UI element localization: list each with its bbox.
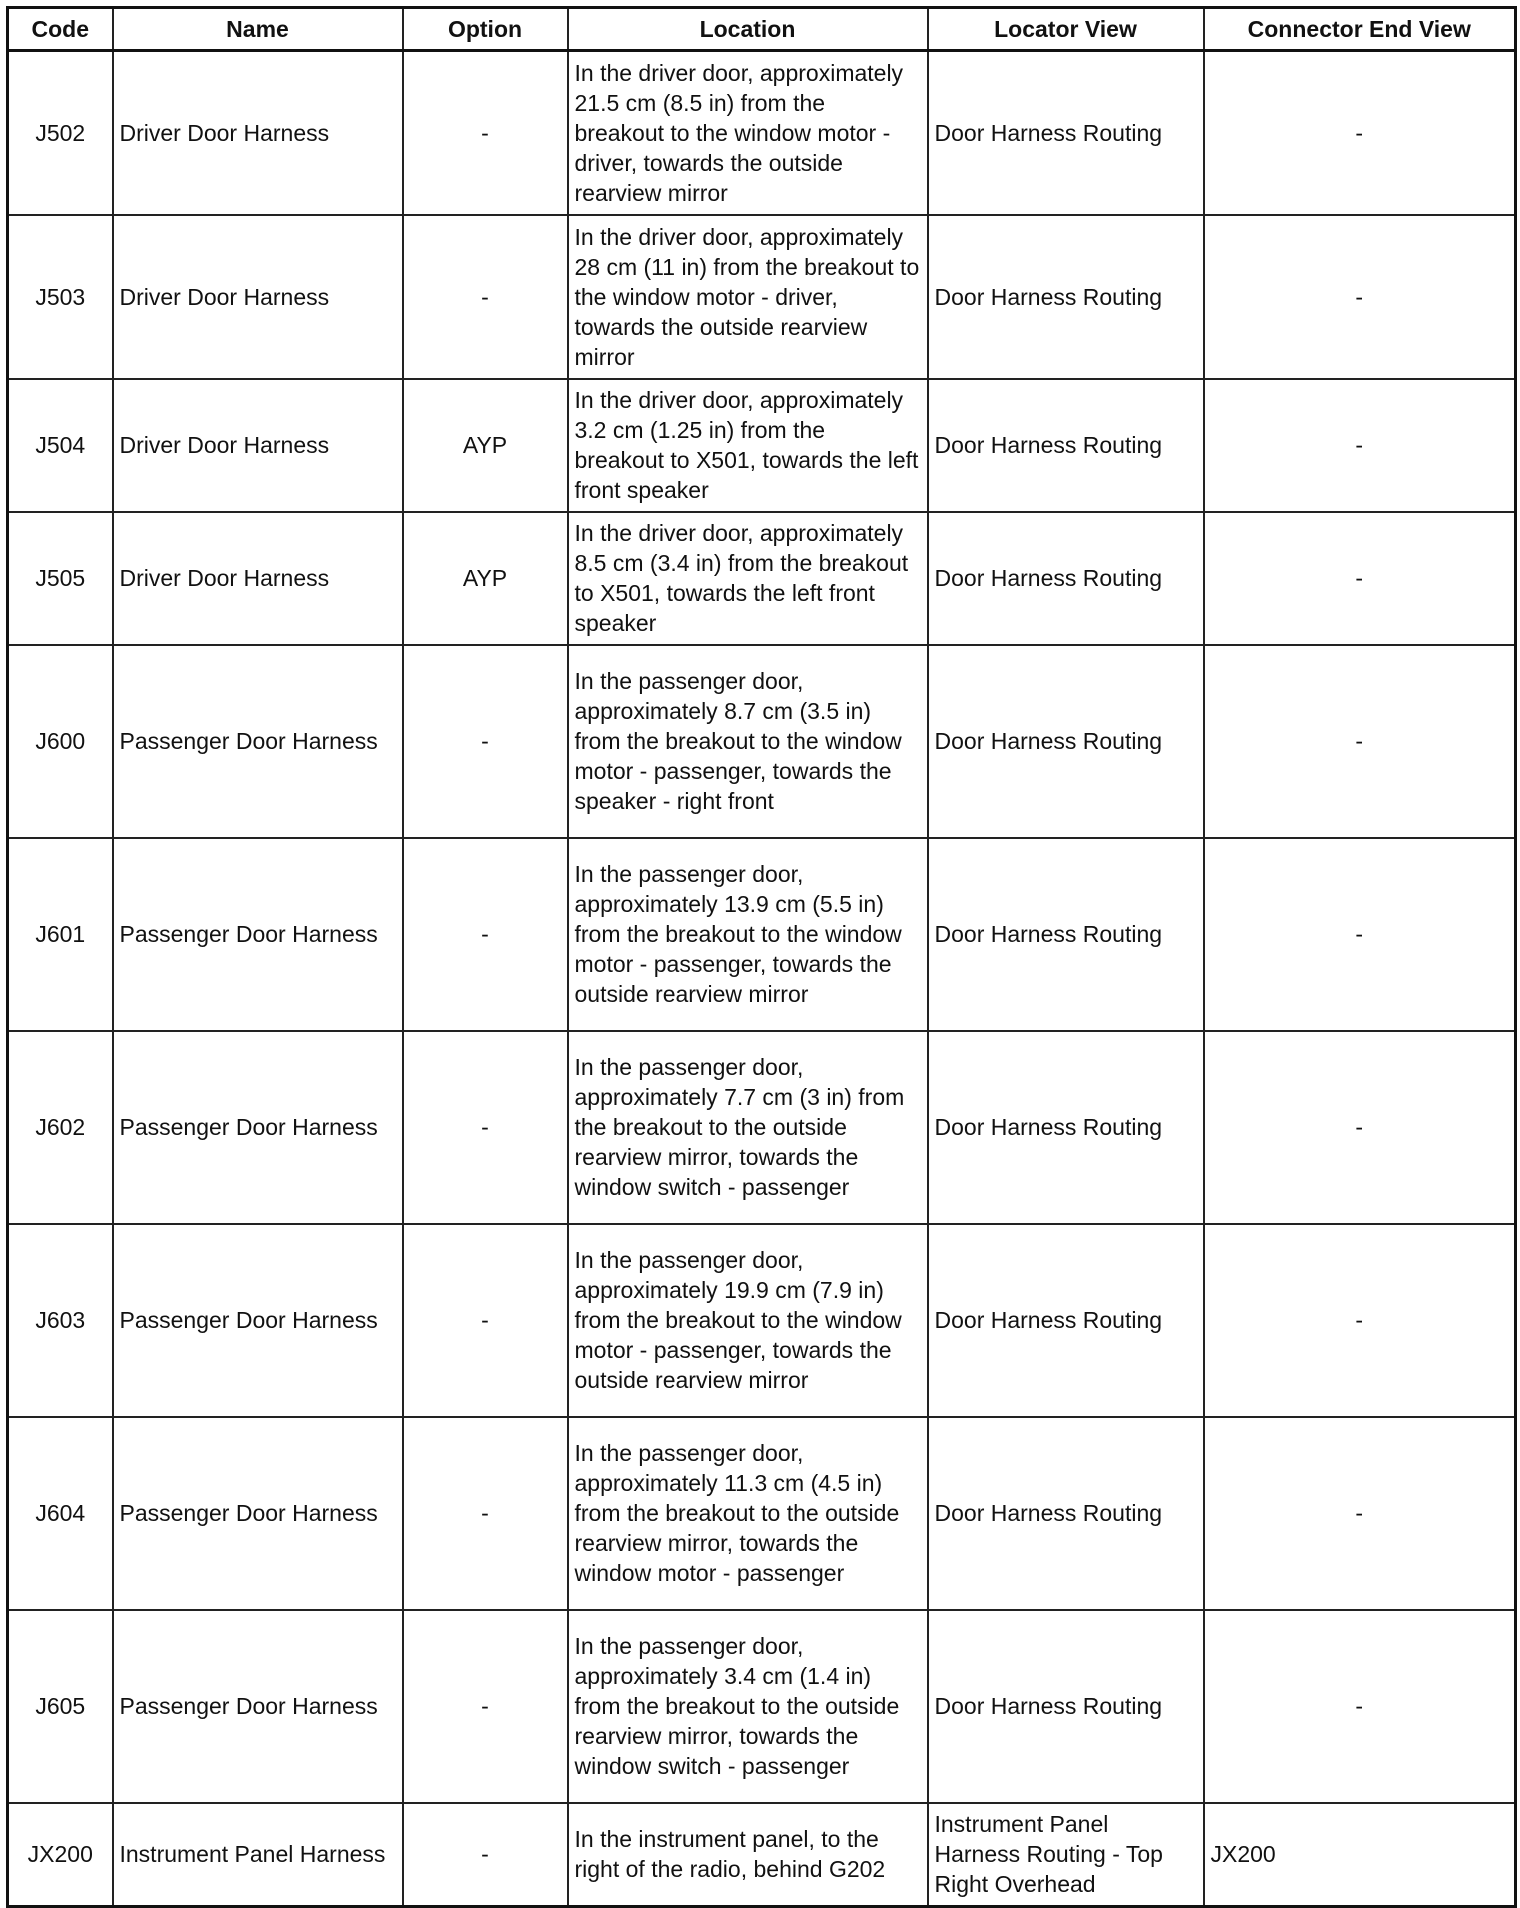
cell-locator-view: Door Harness Routing [928,1417,1204,1610]
cell-name: Passenger Door Harness [113,1610,403,1803]
table-row [8,1803,1516,1907]
table-row [8,645,1516,838]
cell-name: Passenger Door Harness [113,1417,403,1610]
cell-code: J602 [8,1031,113,1224]
cell-connector-end-view: - [1204,512,1516,645]
table-row [8,1031,1516,1224]
cell-option: - [403,1224,568,1417]
cell-code: J601 [8,838,113,1031]
table-row [8,51,1516,215]
table-row [8,1417,1516,1610]
cell-option: - [403,838,568,1031]
cell-code: J502 [8,51,113,215]
table-row [8,1610,1516,1803]
connector-table [6,6,1517,1908]
cell-name: Passenger Door Harness [113,645,403,838]
cell-name: Passenger Door Harness [113,1031,403,1224]
cell-locator-view: Door Harness Routing [928,512,1204,645]
cell-location: In the passenger door, approximately 8.7 cm (3.5 in) from the breakout to the window motor - passenger, towards the speaker - right front [568,645,928,838]
cell-option: - [403,1417,568,1610]
cell-location: In the passenger door, approximately 19.9 cm (7.9 in) from the breakout to the window motor - passenger, towards the outside rearview mirror [568,1224,928,1417]
table-row [8,512,1516,645]
header-code: Code [8,8,113,51]
cell-code: J505 [8,512,113,645]
cell-locator-view: Door Harness Routing [928,51,1204,215]
cell-locator-view: Door Harness Routing [928,1031,1204,1224]
cell-locator-view: Instrument Panel Harness Routing - Top Right Overhead [928,1803,1204,1907]
cell-connector-end-view: - [1204,1610,1516,1803]
cell-code: J503 [8,215,113,379]
header-connector-end-view: Connector End View [1204,8,1516,51]
cell-locator-view: Door Harness Routing [928,379,1204,512]
cell-location: In the driver door, approximately 21.5 cm (8.5 in) from the breakout to the window motor - driver, towards the outside rearview mirror [568,51,928,215]
cell-option: - [403,1610,568,1803]
table-row [8,215,1516,379]
table-header-row [8,8,1516,51]
cell-connector-end-view: - [1204,1417,1516,1610]
cell-location: In the driver door, approximately 8.5 cm (3.4 in) from the breakout to X501, towards the left front speaker [568,512,928,645]
cell-locator-view: Door Harness Routing [928,838,1204,1031]
cell-connector-end-view: - [1204,645,1516,838]
cell-location: In the passenger door, approximately 7.7 cm (3 in) from the breakout to the outside rearview mirror, towards the window switch - passenger [568,1031,928,1224]
cell-connector-end-view: - [1204,1031,1516,1224]
cell-option: - [403,645,568,838]
cell-connector-end-view: - [1204,51,1516,215]
cell-location: In the driver door, approximately 3.2 cm (1.25 in) from the breakout to X501, towards the left front speaker [568,379,928,512]
cell-code: J504 [8,379,113,512]
header-option: Option [403,8,568,51]
cell-option: AYP [403,379,568,512]
cell-location: In the passenger door, approximately 3.4 cm (1.4 in) from the breakout to the outside rearview mirror, towards the window switch - passenger [568,1610,928,1803]
table-row [8,379,1516,512]
cell-location: In the driver door, approximately 28 cm (11 in) from the breakout to the window motor - driver, towards the outside rearview mirror [568,215,928,379]
cell-option: - [403,1031,568,1224]
cell-code: JX200 [8,1803,113,1907]
cell-option: AYP [403,512,568,645]
cell-code: J605 [8,1610,113,1803]
cell-name: Driver Door Harness [113,51,403,215]
cell-location: In the instrument panel, to the right of the radio, behind G202 [568,1803,928,1907]
cell-locator-view: Door Harness Routing [928,1610,1204,1803]
cell-location: In the passenger door, approximately 11.3 cm (4.5 in) from the breakout to the outside rearview mirror, towards the window motor - passenger [568,1417,928,1610]
cell-location: In the passenger door, approximately 13.9 cm (5.5 in) from the breakout to the window motor - passenger, towards the outside rearview mirror [568,838,928,1031]
header-location: Location [568,8,928,51]
cell-connector-end-view: - [1204,379,1516,512]
cell-connector-end-view: - [1204,215,1516,379]
cell-option: - [403,1803,568,1907]
cell-name: Driver Door Harness [113,215,403,379]
header-locator-view: Locator View [928,8,1204,51]
cell-name: Driver Door Harness [113,379,403,512]
table-row [8,1224,1516,1417]
cell-name: Passenger Door Harness [113,1224,403,1417]
cell-code: J604 [8,1417,113,1610]
cell-name: Driver Door Harness [113,512,403,645]
table-row [8,838,1516,1031]
header-name: Name [113,8,403,51]
cell-locator-view: Door Harness Routing [928,1224,1204,1417]
cell-option: - [403,215,568,379]
cell-code: J603 [8,1224,113,1417]
cell-connector-end-view: - [1204,838,1516,1031]
cell-locator-view: Door Harness Routing [928,215,1204,379]
cell-connector-end-view: - [1204,1224,1516,1417]
cell-option: - [403,51,568,215]
cell-name: Passenger Door Harness [113,838,403,1031]
cell-connector-end-view: JX200 [1204,1803,1516,1907]
cell-name: Instrument Panel Harness [113,1803,403,1907]
cell-locator-view: Door Harness Routing [928,645,1204,838]
cell-code: J600 [8,645,113,838]
